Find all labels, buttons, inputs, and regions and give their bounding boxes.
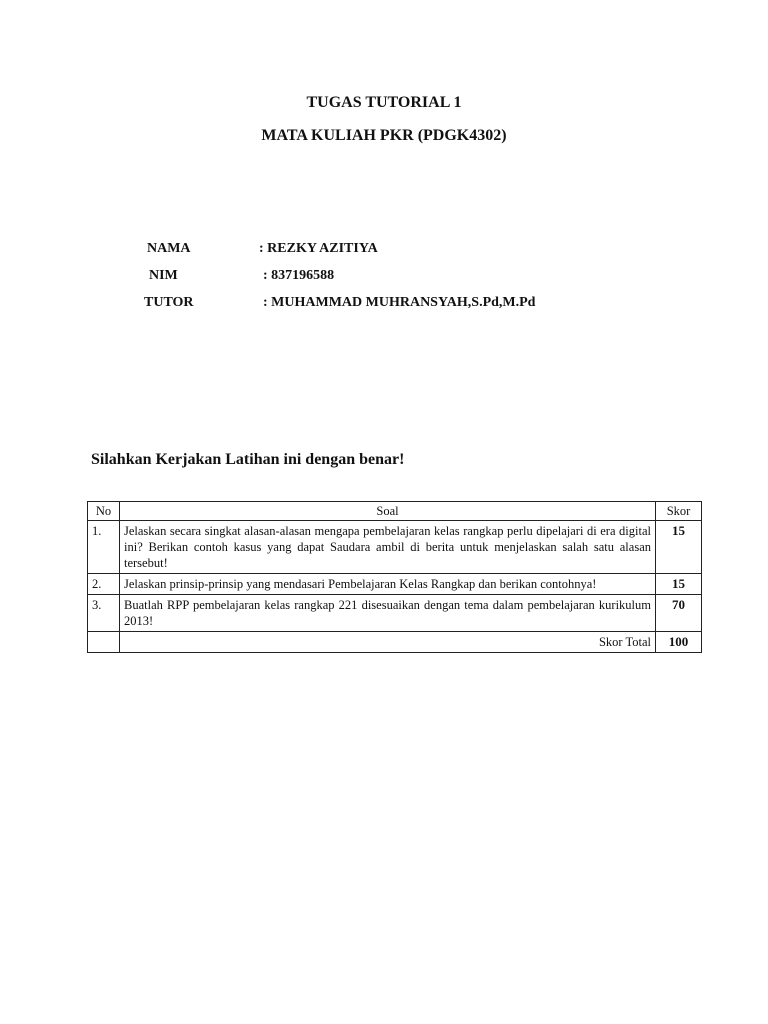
header-skor: Skor <box>656 502 702 521</box>
row-number: 1. <box>88 521 120 574</box>
table-row <box>88 595 702 632</box>
row-number: 3. <box>88 595 120 632</box>
document-title: TUGAS TUTORIAL 1 <box>306 94 462 111</box>
question-score: 70 <box>656 595 702 632</box>
row-number: 2. <box>88 574 120 595</box>
nama-label: NAMA <box>147 241 191 256</box>
nama-value: : REZKY AZITIYA <box>259 241 378 256</box>
question-text: Buatlah RPP pembelajaran kelas rangkap 221 disesuaikan dengan tema dalam pembelajaran kurikulum 2013! <box>120 595 656 632</box>
question-score: 15 <box>656 521 702 574</box>
nim-label: NIM <box>149 268 178 283</box>
table-header-row <box>88 502 702 521</box>
question-text: Jelaskan secara singkat alasan-alasan mengapa pembelajaran kelas rangkap perlu dipelajari di era digital ini? Berikan contoh kasus yang dapat Saudara ambil di berita untuk menjelaskan salah satu alasan tersebut! <box>120 521 656 574</box>
header-soal: Soal <box>120 502 656 521</box>
question-table <box>87 501 702 653</box>
instruction-text: Silahkan Kerjakan Latihan ini dengan benar! <box>91 451 405 468</box>
table-row <box>88 574 702 595</box>
tutor-value: : MUHAMMAD MUHRANSYAH,S.Pd,M.Pd <box>263 295 536 310</box>
table-row <box>88 521 702 574</box>
tutor-label: TUTOR <box>144 295 194 310</box>
total-label: Skor Total <box>120 632 656 653</box>
total-empty-cell <box>88 632 120 653</box>
question-text: Jelaskan prinsip-prinsip yang mendasari Pembelajaran Kelas Rangkap dan berikan contohnya! <box>120 574 656 595</box>
total-score: 100 <box>656 632 702 653</box>
header-no: No <box>88 502 120 521</box>
question-score: 15 <box>656 574 702 595</box>
course-title: MATA KULIAH PKR (PDGK4302) <box>261 127 507 144</box>
total-row <box>88 632 702 653</box>
nim-value: : 837196588 <box>263 268 335 283</box>
